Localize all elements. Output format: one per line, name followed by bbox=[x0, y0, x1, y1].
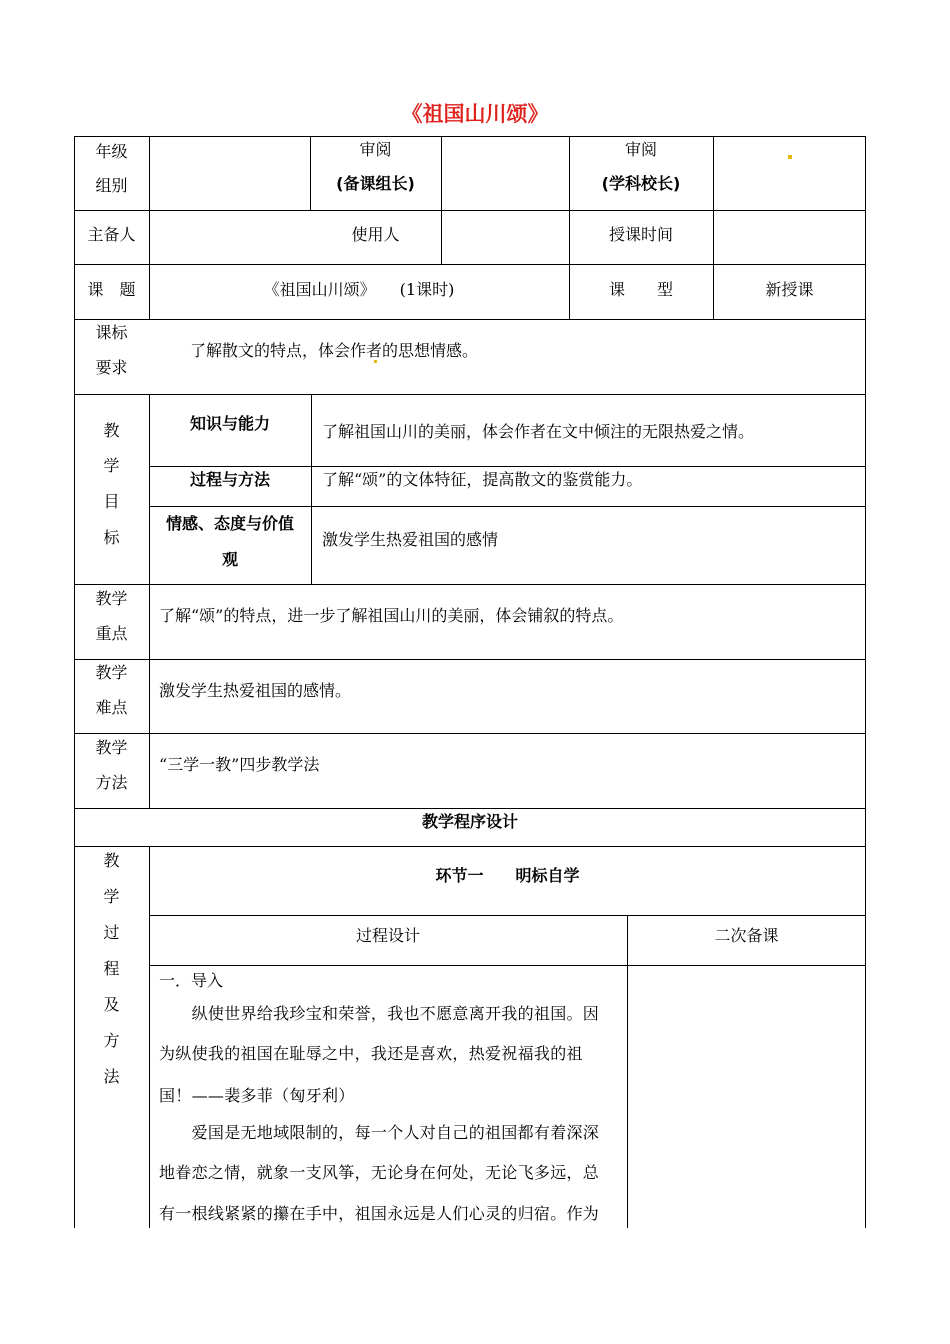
objective-name: 情感、态度与价值 bbox=[165, 514, 294, 533]
objective-text: 了解“颂”的文体特征，提高散文的鉴赏能力。 bbox=[322, 470, 643, 489]
objectives-label-char: 教 bbox=[103, 421, 120, 440]
row-divider bbox=[74, 394, 866, 395]
row-divider bbox=[74, 210, 866, 211]
review-label: 审阅 bbox=[359, 140, 392, 159]
method-label: 方法 bbox=[95, 773, 128, 792]
focus-text: 了解“颂”的特点，进一步了解祖国山川的美丽，体会铺叙的特点。 bbox=[159, 606, 624, 625]
col-divider bbox=[627, 915, 628, 1228]
topic-label: 课 题 bbox=[87, 280, 136, 299]
paragraph-line: 有一根线紧紧的攥在手中，祖国永远是人们心灵的归宿。作为 bbox=[159, 1204, 600, 1223]
procedure-side-char: 方 bbox=[103, 1031, 120, 1050]
paragraph-line: 纵使世界给我珍宝和荣誉，我也不愿意离开我的祖国。因 bbox=[159, 1004, 600, 1023]
difficulty-label: 难点 bbox=[95, 698, 128, 717]
preparer-label: 主备人 bbox=[87, 225, 136, 244]
decorative-dot bbox=[374, 360, 377, 363]
type-label: 课 型 bbox=[608, 280, 673, 299]
col-divider bbox=[149, 394, 150, 808]
paragraph-line: 地眷恋之情，就象一支风筝，无论身在何处，无论飞多远，总 bbox=[159, 1163, 600, 1182]
row-divider bbox=[149, 965, 866, 966]
row-divider bbox=[74, 808, 866, 809]
grade-label: 年级 bbox=[95, 142, 128, 161]
difficulty-label: 教学 bbox=[95, 663, 128, 682]
standards-label: 要求 bbox=[95, 358, 128, 377]
col-divider bbox=[149, 846, 150, 1228]
row-divider bbox=[149, 506, 866, 507]
difficulty-text: 激发学生热爱祖国的感情。 bbox=[159, 681, 352, 700]
decorative-dot bbox=[788, 155, 792, 159]
procedure-side-char: 及 bbox=[103, 995, 120, 1014]
method-label: 教学 bbox=[95, 738, 128, 757]
focus-label: 教学 bbox=[95, 589, 128, 608]
type-value: 新授课 bbox=[765, 280, 814, 299]
column-header-design: 过程设计 bbox=[355, 926, 420, 945]
procedure-heading: 教学程序设计 bbox=[421, 812, 518, 831]
row-divider bbox=[74, 264, 866, 265]
standards-label: 课标 bbox=[95, 323, 128, 342]
row-divider bbox=[74, 319, 866, 320]
procedure-side-char: 法 bbox=[103, 1067, 120, 1086]
paragraph-line: 国！——裴多菲（匈牙利） bbox=[159, 1086, 355, 1105]
method-text: “三学一教”四步教学法 bbox=[159, 755, 320, 774]
standards-text: 了解散文的特点，体会作者的思想情感。 bbox=[190, 341, 479, 360]
row-divider bbox=[74, 584, 866, 585]
objective-name: 观 bbox=[221, 550, 238, 569]
review-label: 审阅 bbox=[624, 140, 657, 159]
user-label: 使用人 bbox=[351, 225, 400, 244]
procedure-side-char: 教 bbox=[103, 851, 120, 870]
row-divider bbox=[149, 915, 866, 916]
row-divider bbox=[74, 659, 866, 660]
group-label: 组别 bbox=[95, 176, 128, 195]
objective-text: 了解祖国山川的美丽，体会作者在文中倾注的无限热爱之情。 bbox=[322, 422, 755, 441]
row-divider bbox=[74, 733, 866, 734]
objective-name: 过程与方法 bbox=[189, 470, 270, 489]
review-sub-label: (备课组长) bbox=[336, 174, 415, 193]
objective-text: 激发学生热爱祖国的感情 bbox=[322, 530, 499, 549]
row-divider bbox=[74, 846, 866, 847]
column-header-second-prep: 二次备课 bbox=[714, 926, 779, 945]
topic-value: 《祖国山川颂》 (1课时) bbox=[263, 280, 455, 299]
procedure-side-char: 程 bbox=[103, 959, 120, 978]
procedure-side-char: 学 bbox=[103, 887, 120, 906]
intro-heading: 一．导入 bbox=[159, 971, 224, 990]
objectives-label-char: 目 bbox=[103, 492, 120, 511]
time-label: 授课时间 bbox=[608, 225, 673, 244]
focus-label: 重点 bbox=[95, 624, 128, 643]
objectives-label-char: 学 bbox=[103, 456, 120, 475]
section-title: 环节一 明标自学 bbox=[435, 866, 580, 885]
paragraph-line: 爱国是无地域限制的，每一个人对自己的祖国都有着深深 bbox=[159, 1123, 600, 1142]
review-sub-label: (学科校长) bbox=[601, 174, 681, 193]
document-title: 《祖国山川颂》 bbox=[401, 102, 549, 126]
col-divider bbox=[311, 394, 312, 584]
paragraph-line: 为纵使我的祖国在耻辱之中，我还是喜欢，热爱祝福我的祖 bbox=[159, 1044, 583, 1063]
objectives-label-char: 标 bbox=[103, 528, 120, 547]
objective-name: 知识与能力 bbox=[189, 414, 270, 433]
col-divider bbox=[441, 136, 442, 265]
procedure-side-char: 过 bbox=[103, 923, 120, 942]
row-divider bbox=[149, 466, 866, 467]
